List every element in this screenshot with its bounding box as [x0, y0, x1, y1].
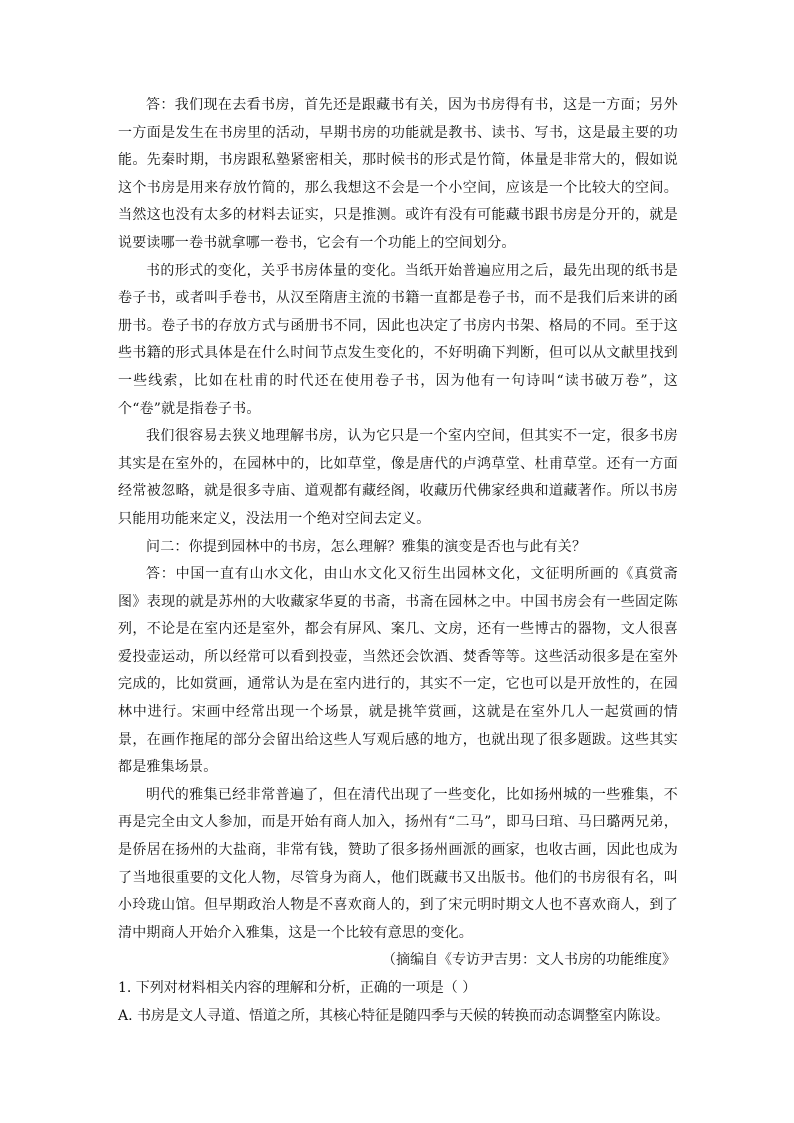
- paragraph-answer-2: 答：中国一直有山水文化，由山水文化又衍生出园林文化，文征明所画的《真赏斋图》表现的就是苏州的大收藏家华夏的书斋，书斋在园林之中。中国书房会有一些固定陈列，不论是在室内还是室外，都会有屏风、案几、文房，还有一些博古的器物，文人很喜爱投壶运动，所以经常可以看到投壶，当然还会饮酒、焚香等等。这些活动很多是在室外完成的，比如赏画，通常认为是在室内进行的，其实不一定，它也可以是开放性的，在园林中进行。宋画中经常出现一个场景，就是挑竿赏画，这就是在室外几人一起赏画的情景，在画作拖尾的部分会留出给这些人写观后感的地方，也就出现了很多题跋。这些其实都是雅集场景。: [118, 566, 678, 776]
- paragraph-study-definition: 我们很容易去狭义地理解书房，认为它只是一个室内空间，但其实不一定，很多书房其实是在室外的，在园林中的，比如草堂，像是唐代的卢鸿草堂、杜甫草堂。还有一方面经常被忽略，就是很多寺庙、道观都有藏经阁，收藏历代佛家经典和道藏著作。所以书房只能用功能来定义，没法用一个绝对空间去定义。: [118, 428, 678, 527]
- document-body: [118, 92, 678, 1030]
- source-citation: （摘编自《专访尹吉男：文人书房的功能维度》: [382, 952, 676, 969]
- question-stem: 1. 下列对材料相关内容的理解和分析，正确的一项是（ ）: [118, 980, 477, 996]
- paragraph-answer-1: 答：我们现在去看书房，首先还是跟藏书有关，因为书房得有书，这是一方面；另外一方面是发生在书房里的活动，早期书房的功能就是教书、读书、写书，这是最主要的功能。先秦时期，书房跟私塾紧密相关，那时候书的形式是竹简，体量是非常大的，假如说这个书房是用来存放竹简的，那么我想这不会是一个小空间，应该是一个比较大的空间。当然这也没有太多的材料去证实，只是推测。或许有没有可能藏书跟书房是分开的，就是说要读哪一卷书就拿哪一卷书，它会有一个功能上的空间划分。: [118, 97, 678, 251]
- option-a: A. 书房是文人寻道、悟道之所，其核心特征是随四季与天候的转换而动态调整室内陈设。: [118, 1007, 670, 1024]
- paragraph-question-2: 问二：你提到园林中的书房，怎么理解？雅集的演变是否也与此有关？: [146, 538, 587, 555]
- paragraph-ming-qing-gatherings: 明代的雅集已经非常普遍了，但在清代出现了一些变化，比如扬州城的一些雅集，不再是完全由文人参加，而是开始有商人加入，扬州有“二马”，即马曰琯、马曰璐两兄弟，是侨居在扬州的大盐商，非常有钱，赞助了很多扬州画派的画家，也收古画，因此也成为了当地很重要的文化人物，尽管身为商人，他们既藏书又出版书。他们的书房很有名，叫小玲珑山馆。但早期政治人物是不喜欢商人的，到了宋元明时期文人也不喜欢商人，到了清中期商人开始介入雅集，这是一个比较有意思的变化。: [118, 786, 678, 941]
- paragraph-book-form: 书的形式的变化，关乎书房体量的变化。当纸开始普遍应用之后，最先出现的纸书是卷子书，或者叫手卷书，从汉至隋唐主流的书籍一直都是卷子书，而不是我们后来讲的函册书。卷子书的存放方式与函册书不同，因此也决定了书房内书架、格局的不同。至于这些书籍的形式具体是在什么时间节点发生变化的，不好明确下判断，但可以从文献里找到一些线索，比如在杜甫的时代还在使用卷子书，因为他有一句诗叫“读书破万卷”，这个“卷”就是指卷子书。: [118, 262, 678, 417]
